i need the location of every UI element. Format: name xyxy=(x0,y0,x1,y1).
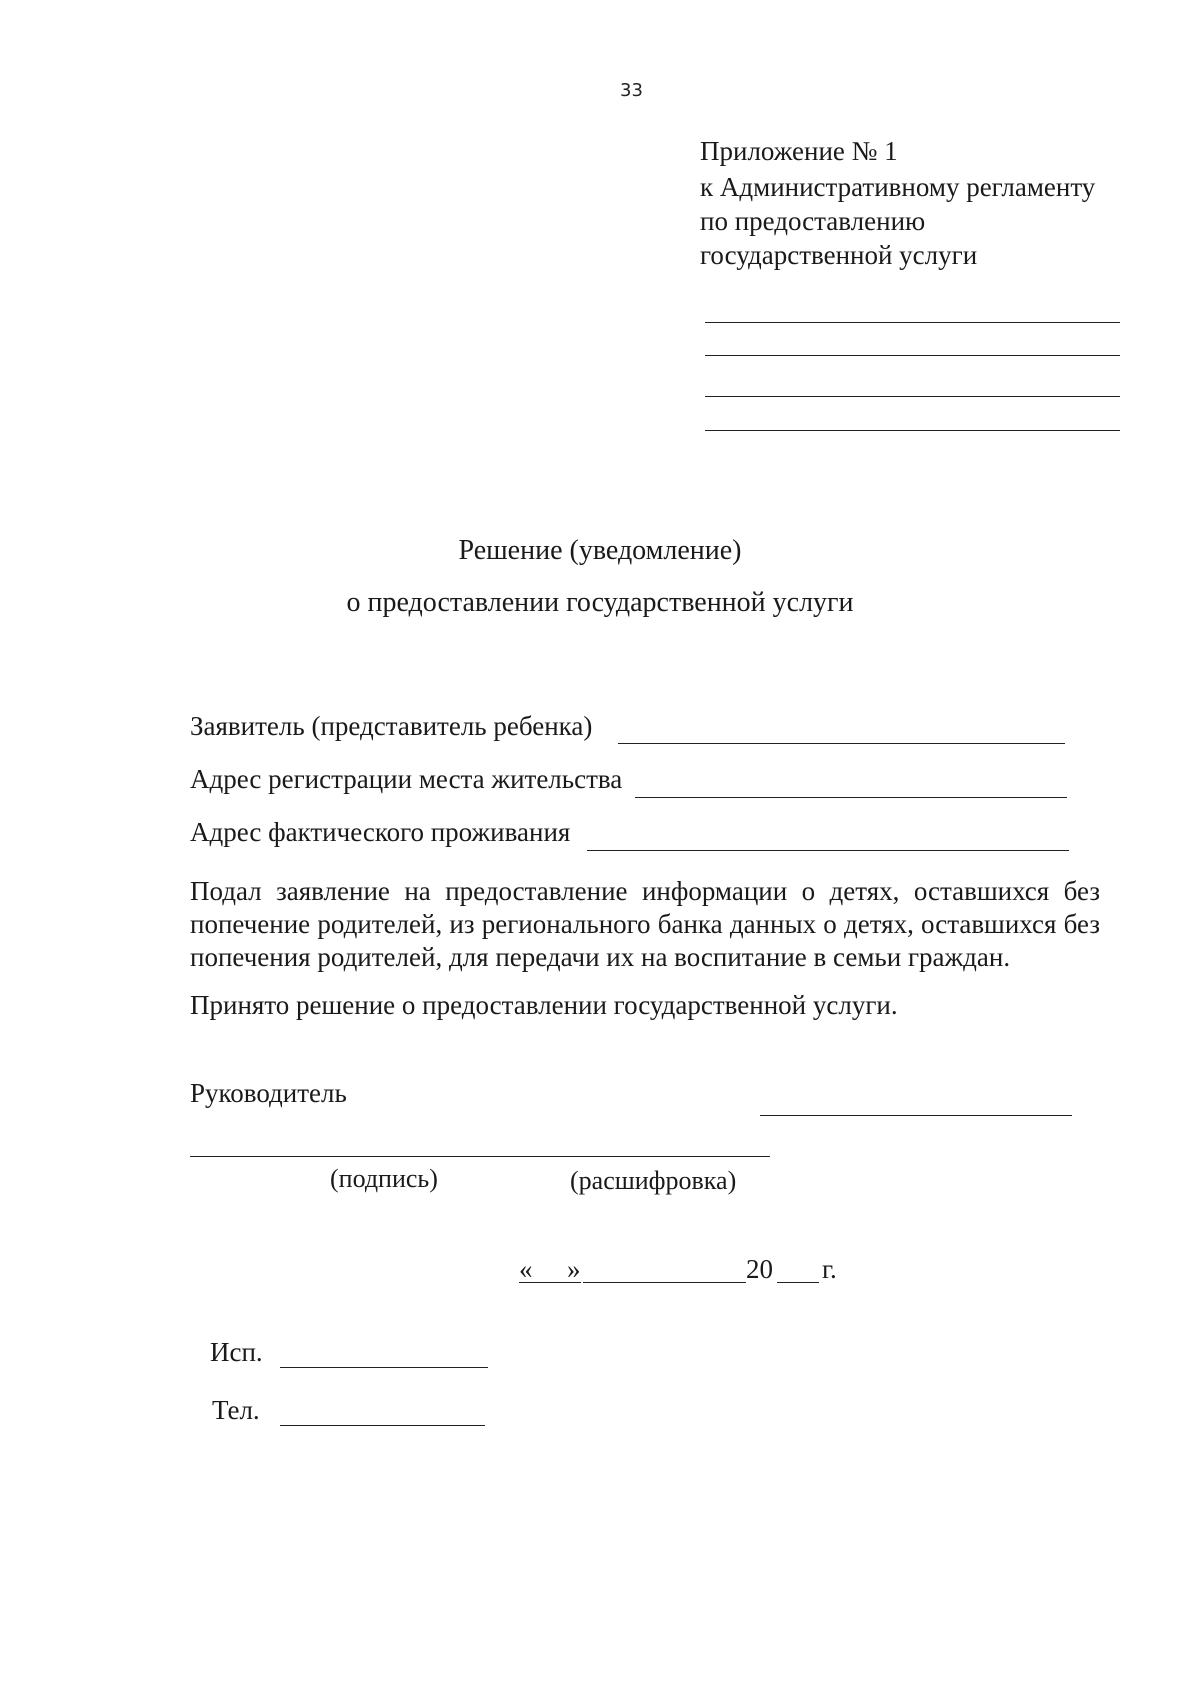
document-title: Решение (уведомление) xyxy=(458,535,742,566)
annex-line-provision: по предоставлению xyxy=(700,206,926,236)
annex-blank-line-2 xyxy=(705,355,1120,356)
executor-field-line[interactable] xyxy=(280,1367,488,1368)
signature-caption: (подпись) xyxy=(330,1164,438,1193)
application-paragraph: Подал заявление на предоставление информации о детях, оставшихся без попечение родителей, из регионального банка данных о детях, оставшихся без попечения родителей, для передачи их на воспитание в семьи граждан. xyxy=(190,876,1100,972)
phone-field-line[interactable] xyxy=(280,1425,485,1426)
page-number: 33 xyxy=(620,80,643,101)
head-signature-line[interactable] xyxy=(760,1115,1072,1116)
actual-address-label: Адрес фактического проживания xyxy=(190,817,571,847)
annex-blank-line-4 xyxy=(705,430,1120,431)
date-year-prefix: 20 xyxy=(746,1254,773,1284)
executor-label: Исп. xyxy=(210,1337,263,1367)
date-day-line[interactable] xyxy=(519,1282,581,1283)
actual-address-field-line[interactable] xyxy=(587,850,1069,851)
annex-line-regulation: к Административному регламенту xyxy=(700,172,1096,202)
applicant-field-line[interactable] xyxy=(618,743,1065,744)
applicant-label: Заявитель (представитель ребенка) xyxy=(190,711,593,741)
annex-blank-line-3 xyxy=(705,396,1120,397)
date-year-line[interactable] xyxy=(777,1282,819,1283)
date-year-suffix: г. xyxy=(822,1254,837,1284)
date-close-quote: » xyxy=(567,1254,581,1284)
annex-line-service: государственной услуги xyxy=(700,240,978,270)
registration-address-field-line[interactable] xyxy=(635,797,1067,798)
signature-decoding-line[interactable] xyxy=(190,1156,770,1157)
head-label: Руководитель xyxy=(190,1078,347,1108)
decision-paragraph: Принято решение о предоставлении государственной услуги. xyxy=(190,990,898,1020)
document-subtitle: о предоставлении государственной услуги xyxy=(346,587,854,618)
date-open-quote: « xyxy=(519,1254,533,1284)
decoding-caption: (расшифровка) xyxy=(570,1166,737,1195)
annex-title: Приложение № 1 xyxy=(700,136,898,166)
phone-label: Тел. xyxy=(212,1395,260,1425)
date-month-line[interactable] xyxy=(583,1282,746,1283)
annex-blank-line-1 xyxy=(705,322,1120,323)
registration-address-label: Адрес регистрации места жительства xyxy=(190,764,623,794)
